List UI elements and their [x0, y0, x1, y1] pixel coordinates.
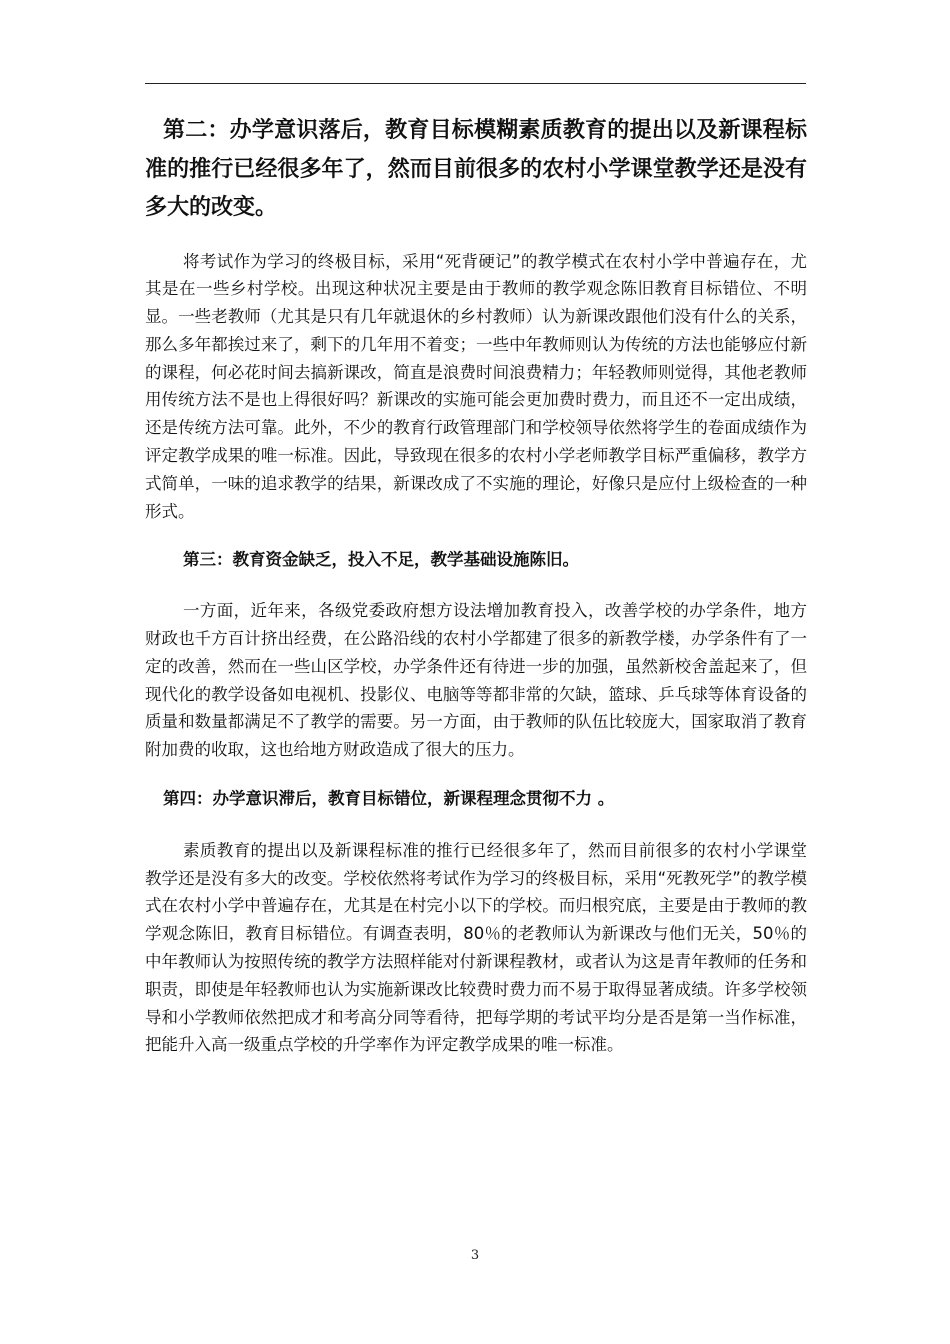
header-rule — [145, 83, 806, 84]
section-three-body: 一方面，近年来，各级党委政府想方设法增加教育投入，改善学校的办学条件，地方财政也千方百计挤出经费，在公路沿线的农村小学都建了很多的新教学楼，办学条件有了一定的改善，然而在一些山区学校，办学条件还有待进一步的加强，虽然新校舍盖起来了，但现代化的教学设备如电视机、投影仪、电脑等等都非常的欠缺，篮球、乒乓球等体育设备的质量和数量都满足不了教学的需要。另一方面，由于教师的队伍比较庞大，国家取消了教育附加费的收取，这也给地方财政造成了很大的压力。 — [145, 601, 807, 760]
section-four-heading: 第四：办学意识滞后，教育目标错位，新课程理念贯彻不力 。 — [163, 789, 615, 809]
section-two-heading: 第二：办学意识落后，教育目标模糊素质教育的提出以及新课程标准的推行已经很多年了，然而目前很多的农村小学课堂教学还是没有多大的改变。 — [145, 118, 807, 220]
page-content — [145, 112, 807, 1059]
section-four-body: 素质教育的提出以及新课程标准的推行已经很多年了，然而目前很多的农村小学课堂教学还是没有多大的改变。学校依然将考试作为学习的终极目标，采用“死教死学”的教学模式在农村小学中普遍存在，尤其是在村完小以下的学校。而归根究底，主要是由于教师的教学观念陈旧，教育目标错位。有调查表明，80％的老教师认为新课改与他们无关，50％的中年教师认为按照传统的教学方法照样能对付新课程教材，或者认为这是青年教师的任务和职责，即使是年轻教师也认为实施新课改比较费时费力而不易于取得显著成绩。许多学校领导和小学教师依然把成才和考高分同等看待，把每学期的考试平均分是否是第一当作标准，把能升入高一级重点学校的升学率作为评定教学成果的唯一标准。 — [145, 840, 807, 1055]
section-three-heading: 第三：教育资金缺乏，投入不足，教学基础设施陈旧。 — [183, 550, 579, 570]
section-two-body: 将考试作为学习的终极目标，采用“死背硬记”的教学模式在农村小学中普遍存在，尤其是在一些乡村学校。出现这种状况主要是由于教师的教学观念陈旧教育目标错位、不明显。一些老教师（尤其是只有几年就退休的乡村教师）认为新课改跟他们没有什么的关系，那么多年都挨过来了，剩下的几年用不着变；一些中年教师则认为传统的方法也能够应付新的课程，何必花时间去搞新课改，简直是浪费时间浪费精力；年轻教师则觉得，其他老教师用传统方法不是也上得很好吗？新课改的实施可能会更加费时费力，而且还不一定出成绩，还是传统方法可靠。此外，不少的教育行政管理部门和学校领导依然将学生的卷面成绩作为评定教学成果的唯一标准。因此，导致现在很多的农村小学老师教学目标严重偏移，教学方式简单，一味的追求教学的结果，新课改成了不实施的理论，好像只是应付上级检查的一种形式。 — [145, 251, 807, 521]
page-number: 3 — [470, 1248, 480, 1263]
